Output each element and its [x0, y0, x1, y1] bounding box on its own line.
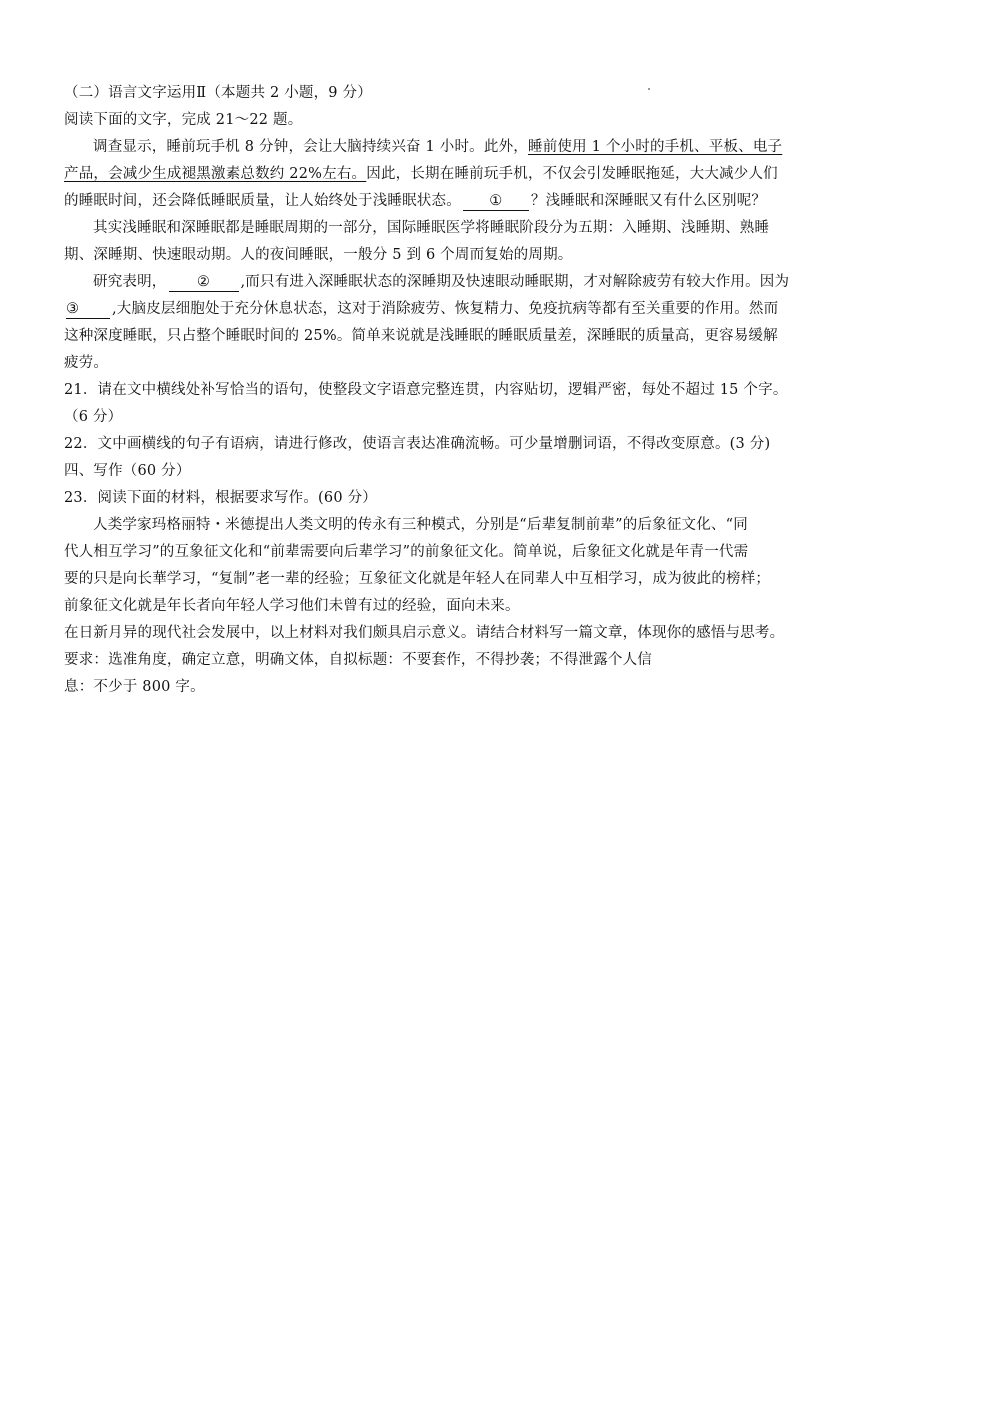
passage-paragraph-3 [64, 269, 906, 377]
material-line: 要的只是向长華学习，“复制”老一辈的经验；互象征文化就是年轻人在同辈人中互相学习，成为彼此的榜样； [64, 571, 771, 587]
question-22: 22．文中画横线的句子有语病，请进行修改，使语言表达准确流畅。可少量增删词语，不得改变原意。(3 分) [64, 436, 771, 452]
p3-line: 疲劳。 [64, 355, 109, 371]
p2-line: 其实浅睡眠和深睡眠都是睡眠周期的一部分，国际睡眠医学将睡眠阶段分为五期：入睡期、浅睡期、熟睡 [93, 220, 770, 236]
document-page [64, 80, 906, 701]
question-23: 23．阅读下面的材料，根据要求写作。(60 分） [64, 490, 377, 506]
passage-paragraph-2 [64, 215, 906, 269]
writing-prompt: 在日新月异的现代社会发展中，以上材料对我们颇具启示意义。请结合材料写一篇文章，体现你的感悟与思考。 [64, 625, 785, 641]
p1-underlined-sentence-cont: 产品，会减少生成褪黑激素总数约 22%左右。 [64, 166, 367, 182]
p1-text: ？浅睡眠和深睡眠又有什么区别呢？ [530, 193, 767, 209]
p3-text: ,而只有进入深睡眠状态的深睡期及快速眼动睡眠期，才对解除疲劳有较大作用。因为 [240, 274, 790, 290]
p1-text: 的睡眠时间，还会降低睡眠质量，让人始终处于浅睡眠状态。 [64, 193, 461, 209]
question-21: 21．请在文中横线处补写恰当的语句，使整段文字语意完整连贯，内容贴切，逻辑严密，每处不超过 15 个字。 [64, 382, 788, 398]
blank-1[interactable]: ① [463, 192, 529, 211]
p2-line: 期、深睡期、快速眼动期。人的夜间睡眠，一般分 5 到 6 个周而复始的周期。 [64, 247, 573, 263]
material-line: 代人相互学习”的互象征文化和“前辈需要向后辈学习”的前象征文化。简单说，后象征文化就是年青一代需 [64, 544, 749, 560]
p3-text: 研究表明， [93, 274, 167, 290]
blank-3[interactable]: ③ [66, 300, 110, 319]
material-line: 前象征文化就是年长者向年轻人学习他们未曾有过的经验，面向未来。 [64, 598, 520, 614]
p3-line: 这种深度睡眠，只占整个睡眠时间的 25%。简单来说就是浅睡眠的睡眠质量差，深睡眠的质量高，更容易缓解 [64, 328, 778, 344]
p1-text: 因此，长期在睡前玩手机，不仅会引发睡眠拖延，大大减少人们 [366, 166, 778, 182]
p3-text: ,大脑皮层细胞处于充分休息状态，这对于消除疲劳、恢复精力、免疫抗病等都有至关重要的作用。然而 [112, 301, 779, 317]
reading-instruction: 阅读下面的文字，完成 21～22 题。 [64, 112, 303, 128]
section-title: （二）语言文字运用Ⅱ（本题共 2 小题，9 分） [64, 85, 372, 101]
p1-underlined-sentence: 睡前使用 1 个小时的手机、平板、电子 [528, 139, 783, 155]
writing-section-title: 四、写作（60 分） [64, 463, 191, 479]
question-21-points: （6 分） [64, 409, 123, 425]
blank-2[interactable]: ② [169, 273, 239, 292]
material-line: 人类学家玛格丽特・米德提出人类文明的传永有三种模式，分别是“后辈复制前辈”的后象征文化、“同 [93, 517, 748, 533]
requirements-line: 要求：选准角度，确定立意，明确文体，自拟标题：不要套作，不得抄袭；不得泄露个人信 [64, 652, 652, 668]
p1-text: 调查显示，睡前玩手机 8 分钟，会让大脑持续兴奋 1 小时。此外， [93, 139, 528, 155]
requirements-line: 息：不少于 800 字。 [64, 679, 205, 695]
writing-material [64, 512, 906, 620]
passage-paragraph-1 [64, 134, 906, 215]
